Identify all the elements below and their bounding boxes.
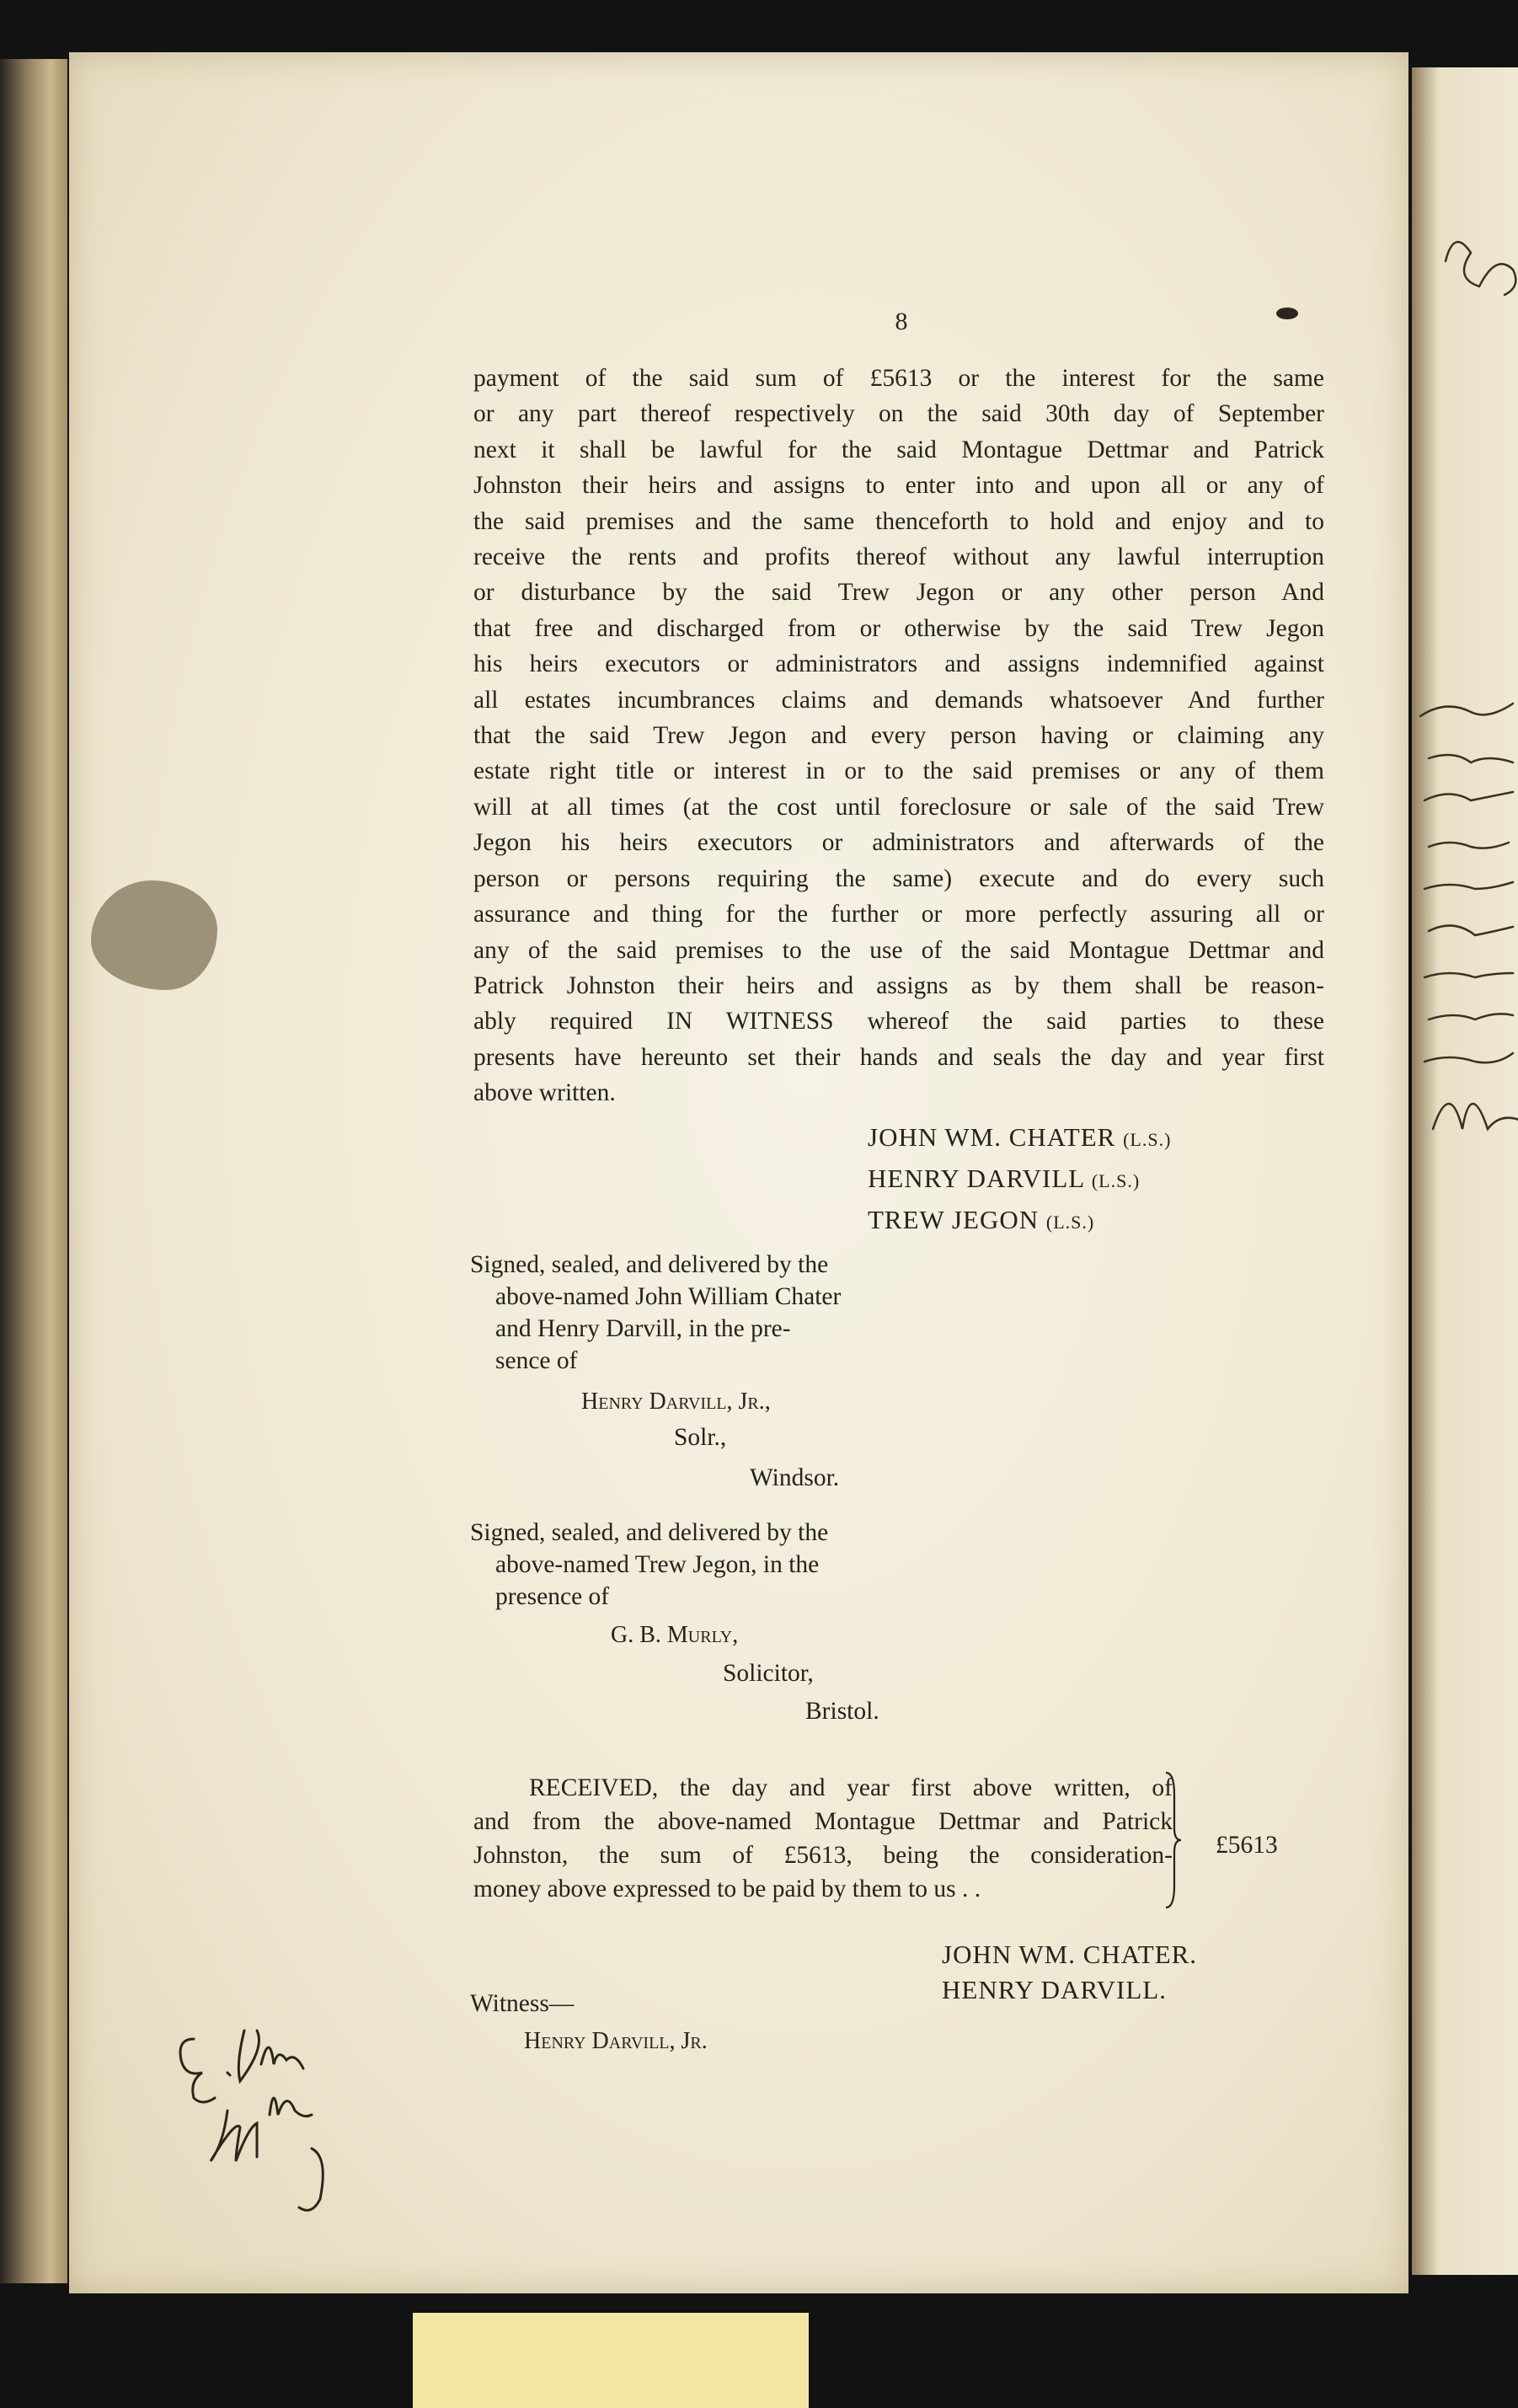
receipt-amount: £5613: [1216, 1832, 1278, 1859]
attestation-line: sence of: [495, 1347, 578, 1374]
body-line: receive the rents and profits thereof without any lawful interruption: [473, 543, 1324, 571]
attestation-1-title: Solr.,: [674, 1424, 727, 1451]
receipt-clause: [473, 1771, 1173, 1906]
book-binding-edge: [0, 59, 67, 2283]
deed-body-text: [473, 361, 1324, 1111]
attestation-1-witness: Henry Darvill, Jr.,: [581, 1389, 771, 1415]
deed-signatories: [868, 1118, 1171, 1242]
attestation-line: presence of: [495, 1583, 610, 1610]
body-line: payment of the said sum of £5613 or the interest for the same: [473, 365, 1324, 392]
seal-mark: (L.S.): [1091, 1170, 1141, 1191]
body-line: or any part thereof respectively on the said 30th day of September: [473, 400, 1324, 428]
receipt-witness-name: Henry Darvill, Jr.: [524, 2028, 708, 2054]
receipt-brace: [1164, 1769, 1183, 1911]
body-line: all estates incumbrances claims and demands whatsoever And further: [473, 686, 1324, 714]
attestation-line: above-named Trew Jegon, in the: [495, 1551, 820, 1578]
ink-fleck: [1276, 308, 1298, 319]
attestation-2-witness: G. B. Murly,: [611, 1622, 739, 1648]
body-line: presents have hereunto set their hands and seals the day and year first: [473, 1043, 1324, 1071]
handwritten-initials: [168, 2014, 388, 2233]
receipt-line: money above expressed to be paid by them to us . .: [473, 1876, 981, 1902]
yellow-tape-strip: [413, 2313, 809, 2408]
body-line: assurance and thing for the further or more perfectly assuring all or: [473, 901, 1324, 928]
receipt-line: RECEIVED, the day and year first above written, of: [529, 1774, 1173, 1801]
attestation-2-title: Solicitor,: [723, 1660, 814, 1687]
body-line: above written.: [473, 1079, 616, 1107]
body-line: Johnston their heirs and assigns to enter into and upon all or any of: [473, 472, 1324, 500]
attestation-1-place: Windsor.: [750, 1464, 840, 1491]
attestation-line: above-named John William Chater: [495, 1283, 842, 1310]
body-line: his heirs executors or administrators and assigns indemnified against: [473, 650, 1324, 678]
attestation-clause-1: [470, 1249, 841, 1377]
attestation-line: Signed, sealed, and delivered by the: [470, 1519, 829, 1546]
body-line: that free and discharged from or otherwise by the said Trew Jegon: [473, 614, 1324, 642]
facing-page-handwriting: [1412, 185, 1518, 1239]
body-line: estate right title or interest in or to the said premises or any of them: [473, 757, 1324, 785]
signatory-name: HENRY DARVILL: [868, 1164, 1085, 1193]
signatory-name: TREW JEGON: [868, 1205, 1040, 1234]
body-line: the said premises and the same thenceforth to hold and enjoy and to: [473, 507, 1324, 535]
signatory: [868, 1201, 1171, 1242]
body-line: Jegon his heirs executors or administrators and afterwards of the: [473, 829, 1324, 857]
body-line: next it shall be lawful for the said Montague Dettmar and Patrick: [473, 436, 1324, 463]
body-line: any of the said premises to the use of the said Montague Dettmar and: [473, 936, 1324, 964]
attestation-line: and Henry Darvill, in the pre-: [495, 1315, 791, 1342]
attestation-2-place: Bristol.: [805, 1698, 879, 1725]
receipt-signatory: HENRY DARVILL.: [942, 1975, 1167, 2004]
seal-mark: (L.S.): [1045, 1212, 1095, 1233]
paper-stain: [91, 880, 217, 990]
body-line: that the said Trew Jegon and every person having or claiming any: [473, 722, 1324, 750]
body-line: person or persons requiring the same) execute and do every such: [473, 864, 1324, 892]
signatory-name: JOHN WM. CHATER: [868, 1122, 1116, 1152]
receipt-line: and from the above-named Montague Dettmar and Patrick: [473, 1808, 1173, 1835]
body-line: will at all times (at the cost until foreclosure or sale of the said Trew: [473, 793, 1324, 821]
body-line: Patrick Johnston their heirs and assigns as by them shall be reason-: [473, 971, 1324, 999]
receipt-signatories: [942, 1937, 1197, 2008]
receipt-witness-label: Witness—: [470, 1990, 575, 2017]
receipt-signatory: JOHN WM. CHATER.: [942, 1940, 1198, 1969]
attestation-line: Signed, sealed, and delivered by the: [470, 1251, 829, 1278]
page-number: 8: [895, 308, 908, 335]
seal-mark: (L.S.): [1123, 1129, 1172, 1150]
signatory: [868, 1159, 1171, 1201]
signatory: [868, 1118, 1171, 1159]
body-line: ably required IN WITNESS whereof the said parties to these: [473, 1008, 1324, 1035]
body-line: or disturbance by the said Trew Jegon or any other person And: [473, 579, 1324, 607]
receipt-line: Johnston, the sum of £5613, being the consideration-: [473, 1842, 1173, 1869]
attestation-clause-2: [470, 1517, 828, 1613]
